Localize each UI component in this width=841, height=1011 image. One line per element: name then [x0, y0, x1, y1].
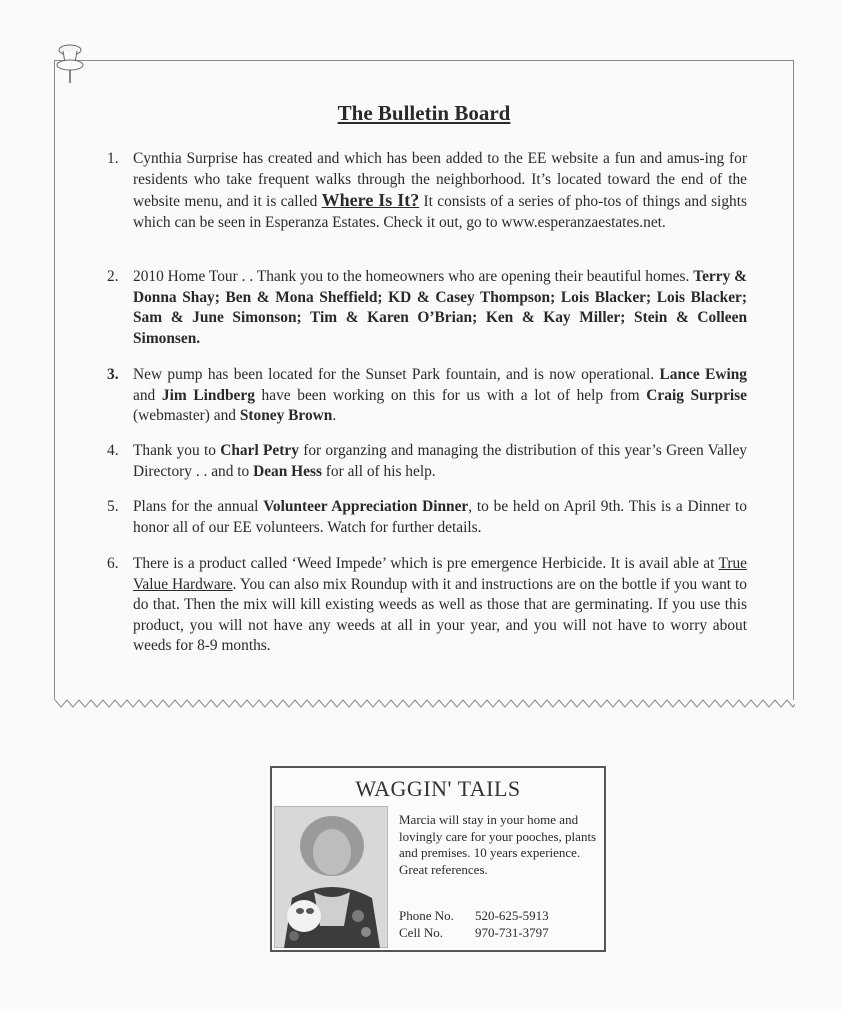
phone-row	[399, 908, 549, 925]
volunteer-name: Dean Hess	[253, 462, 322, 480]
list-item	[107, 365, 747, 427]
ad-description: Marcia will stay in your home and lovingly care for your pooches, plants and premises. 10 years experience. Great references.	[399, 812, 597, 877]
item-number: 2.	[107, 268, 119, 285]
cell-number: 970-731-3797	[475, 924, 549, 940]
volunteer-name: Stoney Brown	[239, 407, 333, 424]
where-is-it-link[interactable]: Where Is It?	[321, 190, 420, 210]
phone-label: Phone No.	[399, 908, 454, 923]
bulletin-board	[54, 60, 794, 700]
volunteer-name: Charl Petry	[220, 442, 299, 459]
zigzag-border	[55, 698, 795, 710]
volunteer-name: Lance Ewing	[659, 366, 747, 383]
cell-row	[399, 925, 549, 942]
list-item	[107, 554, 747, 657]
homeowner-names: Terry & Donna Shay; Ben & Mona Sheffield; KD & Casey Thompson; Lois Blacker; Lois Blacker; Sam & June Simonson; Tim & Karen O’Brian; Ken & Kay Miller; Stein & Colleen Simonsen.	[133, 268, 747, 347]
item-text: Thank you to	[133, 442, 221, 459]
list-item	[107, 149, 747, 233]
item-text: (webmaster) and	[133, 407, 240, 424]
board-title: The Bulletin Board	[337, 101, 511, 125]
item-text: It consists of a series of pho-tos of things and sights which can be seen in Esperanza Estates. Check it out, go to www.esperanzaestates.net.	[133, 193, 747, 231]
item-text: have been working on this for us with a lot of help from	[254, 386, 647, 404]
item-number: 5.	[107, 498, 119, 515]
pushpin-icon	[52, 43, 88, 87]
item-text: for organzing and managing the distribution of this year’s Green Valley Directory . . and to	[133, 442, 747, 480]
true-value-hardware-link[interactable]: True Value Hardware	[133, 555, 747, 593]
item-text: and	[133, 386, 162, 404]
item-text: , to be held on April 9th. This is a Dinner to honor all of our EE volunteers. Watch for further details.	[133, 498, 748, 536]
item-number: 4.	[107, 442, 119, 459]
cell-label: Cell No.	[399, 924, 444, 940]
portrait-photo	[274, 806, 388, 948]
item-number: 6.	[107, 555, 119, 572]
ad-title: WAGGIN' TAILS	[355, 776, 521, 801]
list-item	[107, 267, 747, 349]
list-item	[107, 497, 747, 538]
event-name: Volunteer Appreciation Dinner	[263, 498, 469, 515]
item-number: 1.	[107, 150, 119, 167]
waggin-tails-ad	[270, 766, 606, 952]
item-text: 2010 Home Tour . . Thank you to the homeowners who are opening their beautiful homes.	[133, 268, 690, 285]
item-text: . You can also mix Roundup with it and instructions are on the bottle if you want to do that. Then the mix will kill existing weeds as well as those that are germinating. If you use this product, you will not have any weeds at all in your year, and you will not have to worry about weeds for 8-9 months.	[133, 575, 747, 654]
item-text: There is a product called ‘Weed Impede’ which is pre emergence Herbicide. It is avail able at	[133, 555, 719, 572]
item-text: .	[332, 407, 337, 424]
volunteer-name: Craig Surprise	[646, 386, 747, 404]
item-text: for all of his help.	[321, 462, 436, 480]
item-text: Plans for the annual	[133, 498, 264, 515]
item-text: Cynthia Surprise has created and which has been added to the EE website a fun and amus-ing for residents who take frequent walks through the neighborhood. It’s located toward the end of the website menu, and it is called	[133, 150, 747, 210]
ad-contact	[399, 908, 549, 941]
item-number: 3.	[107, 366, 119, 383]
item-text: New pump has been located for the Sunset Park fountain, and is now operational.	[133, 366, 660, 383]
list-item	[107, 441, 747, 482]
phone-number: 520-625-5913	[475, 908, 549, 923]
volunteer-name: Jim Lindberg	[161, 386, 255, 404]
